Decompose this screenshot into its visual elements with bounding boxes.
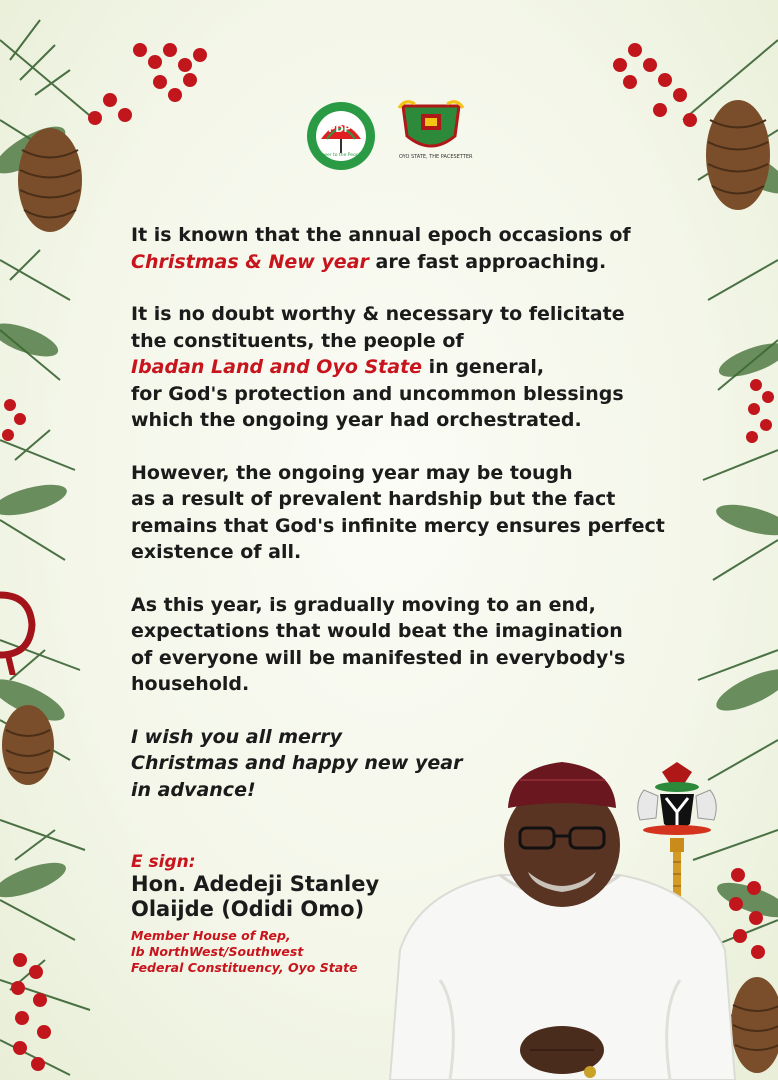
p4-line2: expectations that would beat the imagination [131,620,623,642]
pdp-umbrella-icon [306,101,376,171]
p3-line1: However, the ongoing year may be tough [131,461,573,484]
p2-line1: It is no doubt worthy & necessary to felicitate [131,303,625,325]
berries-left-mid-icon [0,395,30,455]
signer-name-line1: Hon. Adedeji Stanley [131,872,380,896]
paragraph-3 [131,460,691,566]
p1-line2-rest: are fast approaching. [368,250,607,273]
berries-right-mid-icon [742,375,778,455]
p4-line4: household. [131,673,250,695]
wish-line2: Christmas and happy new year [131,752,463,774]
signature-block [131,852,379,976]
p2-line2: the constituents, the people of [131,329,464,352]
p4-line1: As this year, is gradually moving to an end, [131,593,596,616]
message-body [131,222,691,829]
wish-line1: I wish you all merry [131,725,343,748]
role-line1: Member House of Rep, [131,928,291,943]
p2-line5: which the ongoing year had orchestrated. [131,409,582,431]
ribbon-bow-icon [0,585,40,675]
p3-line3: remains that God's infinite mercy ensures perfect [131,514,665,537]
highlight-ibadan: Ibadan Land and Oyo State [131,356,423,378]
oyo-state-logo [395,96,473,168]
p4-line3: of everyone will be manifested in everybody's [131,646,626,669]
p2-line4: for God's protection and uncommon blessings [131,382,624,405]
signer-name-line2: Olaijde (Odidi Omo) [131,897,365,921]
esign-label: E sign: [131,852,196,872]
berries-top-right-icon [600,20,740,140]
oyo-crest-icon [395,96,467,158]
p1-line2 [131,249,691,276]
wish-line3: in advance! [131,778,256,801]
p2-line3-rest: in general, [422,356,545,378]
pdp-logo [306,101,376,171]
p3-line4: existence of all. [131,541,302,563]
oyo-state-motto: OYO STATE, THE PACESETTER [399,154,473,160]
p2-line3 [131,354,691,381]
berries-top-left-icon [30,20,230,140]
role-line2: Ib NorthWest/Southwest [131,944,304,959]
pdp-abbrev: PDP [328,124,351,135]
signer-role [131,928,379,976]
p1-line1: It is known that the annual epoch occasions of [131,224,631,246]
portrait-photo [380,750,740,1080]
paragraph-2 [131,301,691,434]
paragraph-1 [131,222,691,275]
highlight-christmas: Christmas & New year [131,250,369,273]
berries-bottom-left-icon [0,940,70,1080]
pdp-motto: Power to the People [318,153,363,158]
paragraph-4 [131,592,691,698]
pine-cone-left-bottom-icon [0,700,60,790]
p3-line2: as a result of prevalent hardship but the fact [131,488,616,510]
role-line3: Federal Constituency, Oyo State [131,960,358,975]
